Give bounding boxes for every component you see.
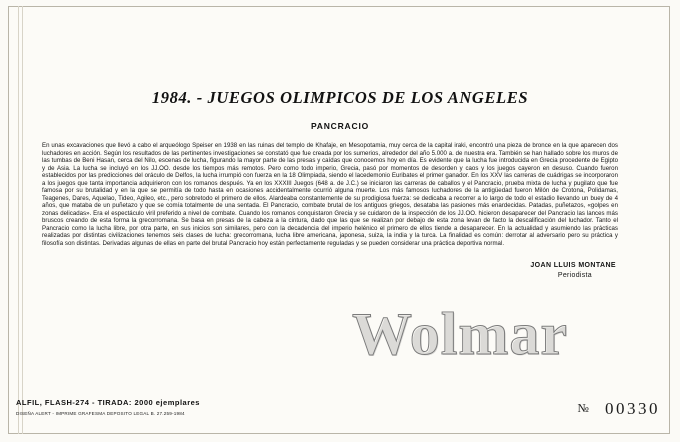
footer-legal-line: DISEÑA ALERT - IMPRIME GRAFESMA DEPOSITO LEGAL B. 27.259-1984: [16, 411, 185, 416]
footer-edition-line: ALFIL, FLASH-274 - TIRADA: 2000 ejemplares: [16, 398, 200, 407]
footer-left-block: [16, 398, 200, 416]
left-edge-rule-2: [22, 6, 23, 434]
document-footer: [16, 398, 666, 432]
serial-number: 00330: [605, 399, 660, 418]
body-paragraph: En unas excavaciones que llevó a cabo el arqueólogo Speiser en 1938 en las ruinas del templo de Khafaje, en Mesopotamia, muy cerca de la capital iraki, encontró una pieza de bronce en la que aparecen dos luchadores en acción. Según los resultados de las pertinentes investigaciones se constató que fue creada por los sumerios, alrededor del año 5.000 a. de nuestra era. También se han hallado sobre los muros de las tumbas de Beni Hasan, cerca del Nilo, escenas de lucha, figurando la mayor parte de las presas y caídas que conocemos hoy en día. Es evidente que la lucha fue introducida en Grecia procedente de Egipto y de Asia. La lucha se incluyó en los JJ.OO. desde los tiempos más remotos. Pero como todo imperio, Grecia, pasó por momentos de desorden y caos y los juegos cayeron en desuso. Cuando fueron establecidos por las predicciones del oráculo de Delfos, la lucha irrumpió con fuerza en la 18 Olimpiada, siendo el lacedemonio Euribates el primer ganador. En los XXV las carreras de cuádrigas se incorporaron a los juegos que tanta importancia adquirieron con los romanos después. Ya en los XXXIII Juegos (648 a. de J.C.) se iniciaron las carreras de caballos y el Pancracio, prueba mixta de lucha y pugilato que fue famosa por su brutalidad y en la que se permitía de todo hasta en ocasiones accidentalmente ocurrió alguna muerte. Los más famosos luchadores de la antigüedad fueron Milón de Crotona, Polidamas, Teagenes, Dares, Aquelao, Tideo, Agileo, etc., pero sobretodo el primero de ellos. Alardeaba constantemente de su prodigiosa fuerza: se dedicaba a recorrer a lo largo de todo el estadio llevando un buey de 4 años, que mataba de un puñetazo y que se comía totalmente de una sentada. El Pancracio, combate brutal de los antiguos griegos, desataba las pasiones más enardecidas. Patadas, puñetazos, «golpes en zonas delicadas». Era el espectáculo viril preferido a nivel de combate. Cuando los romanos conquistaron Grecia y se cuidaron de la inspección de los JJ.OO. hicieron desaparecer del Pancracio las lances más bruscos creando de esta forma la grecorromana. Se basa en presas de la cabeza a la cintura, dado que las que se realizan por debajo de esta zona levan de facto la descalificación del luchador. Tanto el Pancracio como la lucha libre, por otra parte, en sus inicios son similares, pero con la decadencia del imperio helénico el primero de ellos tiende a desaparecer. En la actualidad y asumiendo las prácticas realizadas por distintas civilizaciones tenemos seis clases de lucha: grecorromana, lucha libre americana, japonesa, suiza, la india y la turca. La finalidad es común: derrotar al adversario pero su práctica y filosofía son distintas. Derivadas algunas de ellas en parte del brutal Pancracio hoy están perfectamente reguladas y se pueden considerar una práctica deportiva normal.: [42, 142, 618, 247]
page-title: 1984. - JUEGOS OLIMPICOS DE LOS ANGELES: [151, 88, 529, 107]
signature-role: Periodista: [557, 272, 592, 279]
footer-serial-block: [578, 399, 660, 419]
signature-author: JOAN LLUIS MONTANE: [530, 262, 616, 269]
signature-block: [40, 261, 616, 281]
number-sign-symbol: №: [577, 401, 589, 415]
document-content: [40, 30, 640, 410]
page-subtitle: PANCRACIO: [310, 121, 370, 131]
left-edge-rule-1: [18, 6, 19, 434]
